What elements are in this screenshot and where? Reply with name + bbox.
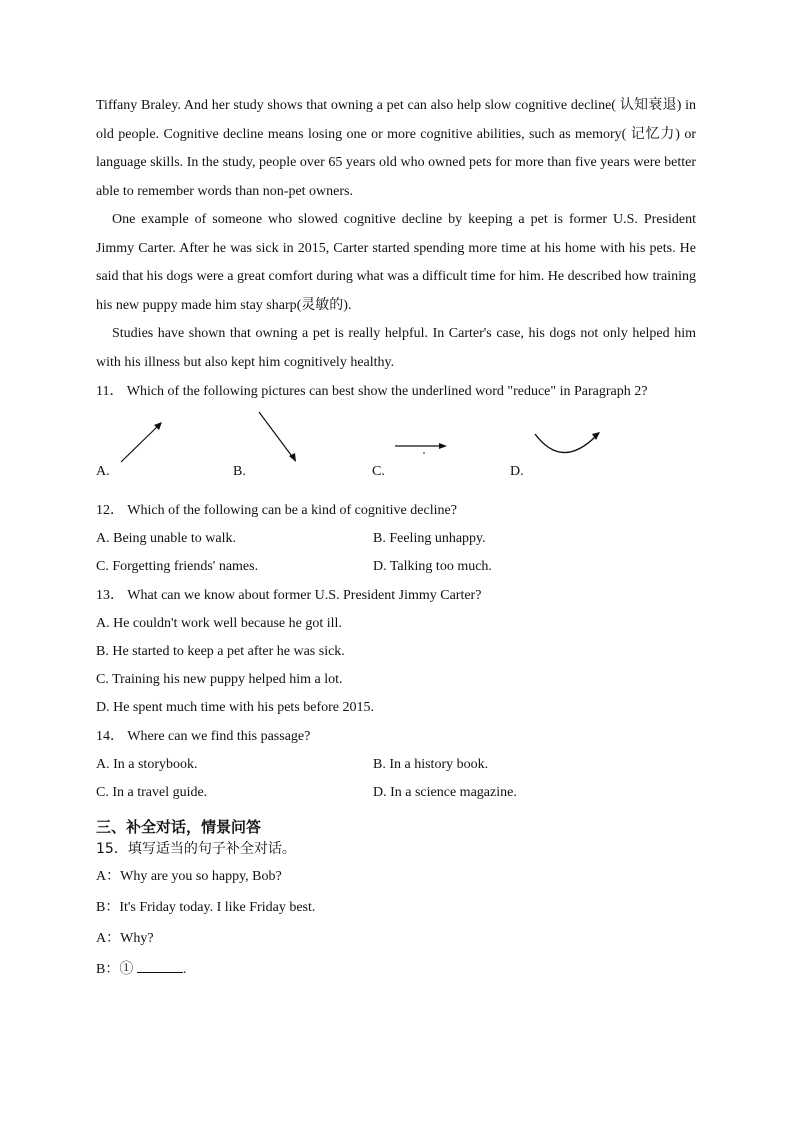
dialogue-line-3: A：Why?: [96, 931, 154, 946]
question-14-option-d: D. In a science magazine.: [373, 785, 517, 800]
passage-paragraph-3: Studies have shown that owning a pet is really helpful. In Carter's case, his dogs not only helped him with his illness but also kept him cognitively healthy.: [96, 326, 696, 370]
question-14-option-c: C. In a travel guide.: [96, 785, 208, 800]
question-14-option-b: B. In a history book.: [373, 757, 489, 772]
question-13-option-a: A. He couldn't work well because he got ill.: [96, 616, 342, 631]
dialogue-line-1: A：Why are you so happy, Bob?: [96, 869, 282, 884]
dialogue-line-4: [96, 954, 696, 985]
document-page: [96, 92, 696, 985]
passage-paragraph-2: One example of someone who slowed cognitive decline by keeping a pet is former U.S. President Jimmy Carter. After he was sick in 2015, Carter started spending more time at his home with his pets. He said that his dogs were a great comfort during what was a difficult time for him. He described how training his new puppy made him stay sharp(灵敏的).: [96, 212, 696, 313]
question-12-stem: 12． Which of the following can be a kind of cognitive decline?: [96, 503, 457, 518]
dialogue-line-2: B：It's Friday today. I like Friday best.: [96, 900, 316, 915]
question-12-options-row-2: [96, 553, 696, 581]
question-14-options-row-2: [96, 779, 696, 807]
question-14-option-a: A. In a storybook.: [96, 757, 198, 772]
passage-paragraph-1: Tiffany Braley. And her study shows that owning a pet can also help slow cognitive decline( 认知衰退) in old people. Cognitive decline means losing one or more cognitive abilities, such as memory( 记忆力) or language skills. In the study, people over 65 years old who owned pets for more than five years were better able to remember words than non-pet owners.: [96, 98, 696, 199]
option-d-label: D.: [510, 464, 524, 479]
question-12-option-b: B. Feeling unhappy.: [373, 531, 486, 546]
dialogue-line-4-suffix: .: [182, 962, 187, 977]
question-11-stem: 11． Which of the following pictures can best show the underlined word "reduce" in Paragraph 2?: [96, 384, 648, 399]
arrow-up-right-icon: [118, 418, 166, 466]
answer-blank-1[interactable]: [137, 960, 183, 973]
question-13-option-d: D. He spent much time with his pets before 2015.: [96, 700, 375, 715]
option-a-label: A.: [96, 464, 110, 479]
question-14-stem: 14． Where can we find this passage?: [96, 729, 311, 744]
question-11-pictures: [96, 406, 696, 496]
question-15-instruction: 15．填写适当的句子补全对话。: [96, 841, 296, 857]
question-12-option-a: A. Being unable to walk.: [96, 531, 236, 546]
option-c-label: C.: [372, 464, 385, 479]
question-14-options-row-1: [96, 751, 696, 779]
question-12-option-d: D. Talking too much.: [373, 559, 492, 574]
arrow-down-right-icon: [256, 409, 300, 465]
question-12-option-c: C. Forgetting friends' names.: [96, 559, 259, 574]
question-13-stem: 13． What can we know about former U.S. President Jimmy Carter?: [96, 588, 482, 603]
arrow-right-icon: [393, 438, 449, 458]
question-13-option-c: C. Training his new puppy helped him a lot.: [96, 672, 343, 687]
arrow-curve-icon: [532, 426, 604, 458]
option-b-label: B.: [233, 464, 246, 479]
section-3-title: 三、补全对话，情景问答: [96, 818, 262, 836]
dialogue-line-4-prefix: B：①: [96, 962, 134, 977]
question-12-options-row-1: [96, 525, 696, 553]
question-13-option-b: B. He started to keep a pet after he was sick.: [96, 644, 345, 659]
